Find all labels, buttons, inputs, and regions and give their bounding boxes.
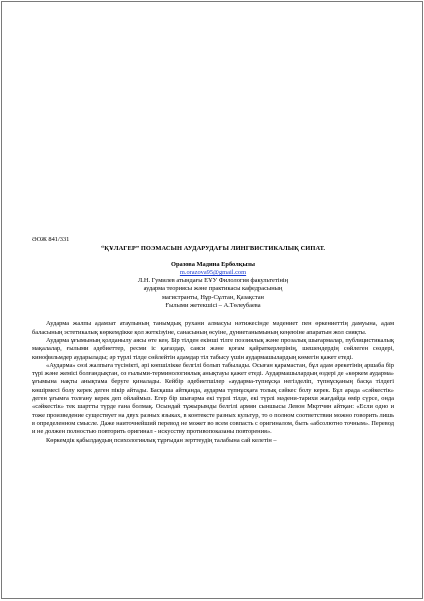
body-paragraph: Көркемдік қабылдаудың психологиялық тұрғыдан зерттеудің талабына сай келетін – bbox=[46, 436, 277, 444]
body-paragraph: Аударма жалпы адамзат атаулының танымдық рухани алмасуы нәтижесінде мәдениет пен өркениеттің дамуына, адам баласының эстетикалық көркемдікке қол жеткізуіне, санасының өсуіне, дүниетанымының кеңеюіне апаратын жол сияқты. bbox=[32, 320, 394, 336]
document-body bbox=[32, 236, 394, 445]
author-name: Оразова Мадина Ерболқызы bbox=[170, 260, 255, 268]
body-paragraph: «Аударма» сөзі жалпыға түсінікті, әрі көпшілікке белгілі болып табылады. Осыған қарамастан, бұл адам әрекетінің аршаба бір түрі және жемісі болғандықтан, оз ғылыми-терминологиялық анықтауы қажет етеді. Аудармашылардың өздері де «көркем аударма» ұғымына нақты анықтама беруге қиналады. Кейбір әдебиетшілер «аударма-түпнұсқа негізделіп, түпнұсқаның басқа тілдегі көшірмесі болу керек деген пікір айтады. Басқаша айтқанда, аударма түпнұсқаға толық сәйкес болу керек. Бұл арада «сәйкестік» деген ұғымға толғану керек деп ойлаймыз. Егер бір шығарма екі түрлі тілде, екі түрлі мәдени-тарихи жағдайда өмір сүрсе, онда «сәйкестік» тек шартты түрде ғана болмақ. Осындай тұжырымды белгілі армян сыншысы Левон Мкртчян айтқан: «Если одно и тоже произведение существует на двух разных языках, в контексте разных культур, то о полном соответствии можно говорить лишь в определенном смысле. Даже наиточнейший перевод не может во всем совпасть с оригиналом, быть «абсолютно точным». Перевод и не должен полностью повторить оригинал - искусству противопоказаны повторения». bbox=[32, 361, 394, 436]
document-page bbox=[1, 1, 423, 599]
paper-title: “ҚҰЛАГЕР” ПОЭМАСЫН АУДАРУДАҒЫ ЛИНГВИСТИКАЛЫҚ СИПАТ. bbox=[100, 245, 326, 253]
supervisor-line: Ғылыми жетекшісі – А.Төлеубаева bbox=[165, 302, 261, 310]
affiliation-line: магистранты, Нұр-Сұлтан, Қазақстан bbox=[162, 293, 264, 301]
body-paragraph: Аударма ұғымының қолданылу аясы өте кең. Бір тілден екінші тілге поэзиялық және прозалық шығармалар, публицистикалық мақалалар, ғылыми әдебиеттер, ресми іс қағаздар, саяси және қоғам қайраткерлерінің, шешендердің сөйлеген сөздері, кинофильмдер аударылады; әр түрлі тілде сөйлейтін адамдар тіл табысу үшін аудармашылардың көмегін қажет етеді. bbox=[32, 336, 394, 361]
author-email-link[interactable]: m.orazova95@gmail.com bbox=[179, 268, 247, 276]
affiliation-line: Л.Н. Гумилев атындағы ЕҰУ Филология факультетінің bbox=[137, 277, 289, 285]
udk-code: ӘОЖ 841/331 bbox=[32, 236, 70, 243]
author-block bbox=[32, 261, 394, 311]
affiliation-line: аударма теориясы және практикасы кафедрасының bbox=[143, 285, 283, 293]
